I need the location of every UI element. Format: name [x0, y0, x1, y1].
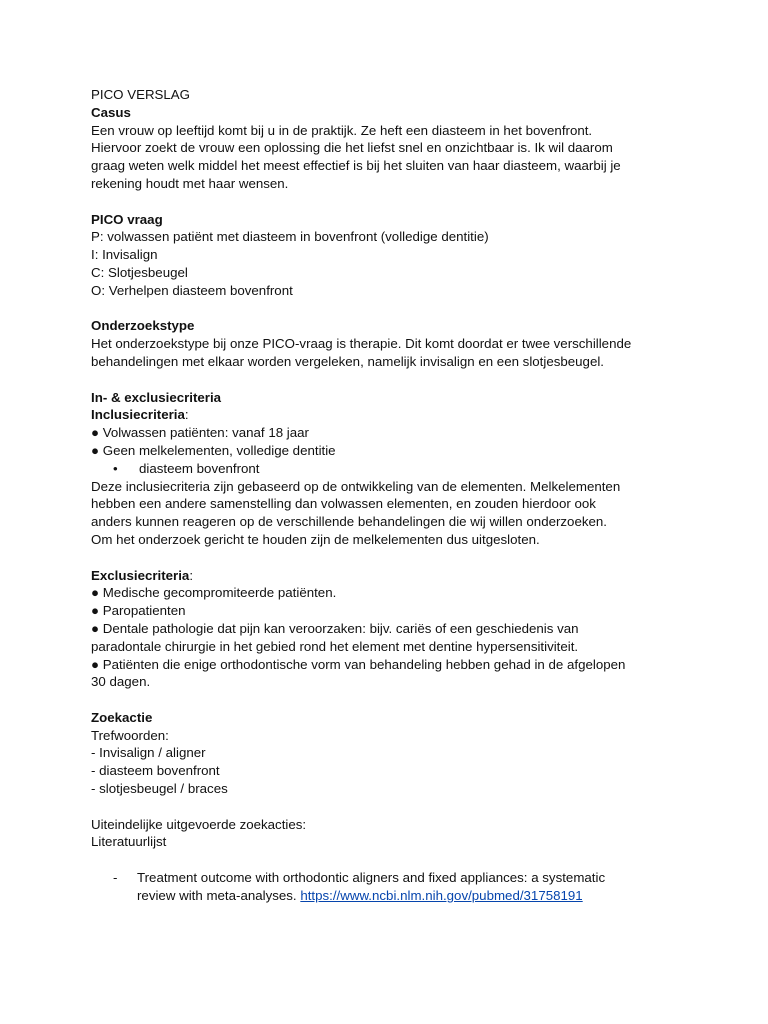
bullet-icon: •: [113, 460, 118, 476]
document-title: PICO VERSLAG: [91, 87, 191, 102]
casus-line: rekening houdt met haar wensen.: [91, 175, 289, 191]
zoekactie-line: - slotjesbeugel / braces: [91, 781, 228, 797]
criteria-heading: In- & exclusiecriteria: [91, 389, 222, 405]
inclusie-item: ● Volwassen patiënten: vanaf 18 jaar: [91, 425, 309, 441]
pubmed-link[interactable]: https://www.ncbi.nlm.nih.gov/pubmed/31758191: [300, 887, 583, 903]
exclusie-colon: :: [189, 567, 194, 583]
casus-line: graag weten welk middel het meest effectief is bij het sluiten van haar diasteem, waarbij je: [91, 158, 621, 174]
inclusie-line: Om het onderzoek gericht te houden zijn de melkelementen dus uitgesloten.: [91, 531, 540, 547]
inclusie-item: ● Geen melkelementen, volledige dentitie: [91, 442, 336, 458]
zoekactie-line: - diasteem bovenfront: [91, 763, 220, 779]
zoekactie-line: - Invisalign / aligner: [91, 745, 206, 761]
literature-text-line2: [137, 887, 681, 905]
exclusie-line: ● Patiënten die enige orthodontische vorm van behandeling hebben gehad in de afgelopen: [91, 656, 626, 672]
exclusie-line: ● Paropatienten: [91, 603, 186, 619]
inclusie-line: Deze inclusiecriteria zijn gebaseerd op de ontwikkeling van de elementen. Melkelementen: [91, 478, 621, 494]
exclusie-line: ● Medische gecompromiteerde patiënten.: [91, 585, 337, 601]
inclusie-heading: Inclusiecriteria: [91, 407, 185, 423]
final-search-label: Uiteindelijke uitgevoerde zoekacties:: [91, 816, 307, 832]
casus-line: Hiervoor zoekt de vrouw een oplossing die het liefst snel en onzichtbaar is. Ik wil daarom: [91, 140, 613, 156]
exclusie-heading-row: [91, 567, 681, 585]
pico-line: O: Verhelpen diasteem bovenfront: [91, 282, 293, 298]
inclusie-subitem: [91, 460, 681, 478]
inclusie-subitem-text: diasteem bovenfront: [139, 460, 260, 476]
exclusie-line: 30 dagen.: [91, 674, 151, 690]
onderzoekstype-line: Het onderzoekstype bij onze PICO-vraag is therapie. Dit komt doordat er twee verschillende: [91, 336, 632, 352]
pico-line: P: volwassen patiënt met diasteem in bovenfront (volledige dentitie): [91, 229, 489, 245]
inclusie-line: hebben een andere samenstelling dan volwassen elementen, en zouden hierdoor ook: [91, 496, 596, 512]
zoekactie-heading: Zoekactie: [91, 709, 153, 725]
literature-heading: Literatuurlijst: [91, 834, 167, 850]
pico-heading: PICO vraag: [91, 211, 163, 227]
inclusie-heading-row: [91, 406, 681, 424]
zoekactie-line: Trefwoorden:: [91, 727, 169, 743]
exclusie-line: ● Dentale pathologie dat pijn kan veroorzaken: bijv. cariës of een geschiedenis van: [91, 620, 579, 636]
exclusie-heading: Exclusiecriteria: [91, 567, 190, 583]
literature-text-cont: review with meta-analyses.: [137, 887, 297, 903]
inclusie-line: anders kunnen reageren op de verschillende behandelingen die wij willen onderzoeken.: [91, 514, 607, 530]
onderzoekstype-line: behandelingen met elkaar worden vergeleken, namelijk invisalign en een slotjesbeugel.: [91, 353, 604, 369]
pico-line: C: Slotjesbeugel: [91, 264, 188, 280]
dash-bullet-icon: -: [113, 870, 118, 886]
inclusie-colon: :: [184, 407, 189, 423]
document-body: [91, 86, 681, 905]
literature-text: Treatment outcome with orthodontic aligners and fixed appliances: a systematic: [137, 870, 606, 886]
literature-item: [91, 869, 681, 905]
exclusie-line: paradontale chirurgie in het gebied rond het element met dentine hypersensitiviteit.: [91, 638, 579, 654]
onderzoekstype-heading: Onderzoekstype: [91, 318, 195, 334]
casus-heading: Casus: [91, 104, 131, 120]
pico-line: I: Invisalign: [91, 247, 158, 263]
casus-line: Een vrouw op leeftijd komt bij u in de praktijk. Ze heft een diasteem in het bovenfront.: [91, 122, 593, 138]
